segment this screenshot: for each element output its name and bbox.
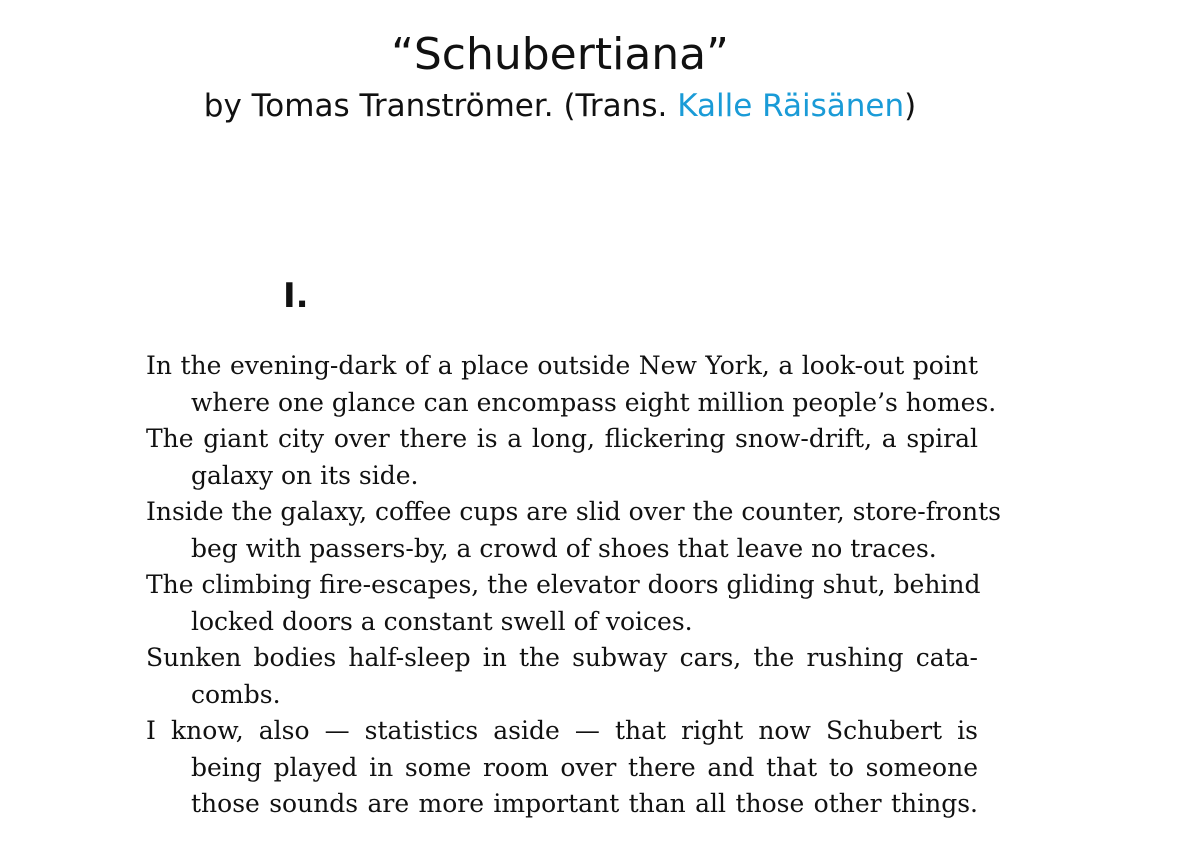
poem-line-text: I know, also — statistics aside — that right now Schubert is [146, 716, 978, 745]
poem-line [146, 421, 978, 494]
byline-suffix: ) [904, 88, 917, 124]
poem-line-text: The giant city over there is a long, flickering snow-drift, a spiral [146, 424, 978, 453]
poem-line-text: The climbing fire-escapes, the elevator doors gliding shut, behind [146, 570, 981, 599]
poem-line-continuation: those sounds are more important than all those other things. [191, 789, 978, 818]
poem-line-continuation: galaxy on its side. [191, 460, 419, 490]
poem-line-continuation: beg with passers-by, a crowd of shoes that leave no traces. [191, 533, 937, 563]
byline [0, 82, 1120, 130]
poem-line [146, 567, 981, 640]
poem-line-continuation: locked doors a constant swell of voices. [191, 606, 693, 636]
poem-line [146, 494, 1001, 567]
poem-line-continuation: being played in some room over there and that to someone [191, 752, 978, 782]
translator-link[interactable]: Kalle Räisänen [677, 88, 905, 124]
poem-body [146, 348, 1001, 823]
poem-line-text: Inside the galaxy, coffee cups are slid over the counter, store-fronts [146, 497, 1001, 526]
poem-line-continuation: combs. [191, 679, 281, 709]
poem-line-continuation: where one glance can encompass eight million people’s homes. [191, 387, 997, 417]
poem-line [146, 640, 978, 713]
section-number: I. [283, 276, 309, 316]
poem-line [146, 348, 997, 421]
poem-line [146, 713, 978, 823]
poem-line-text: In the evening-dark of a place outside New York, a look-out point [146, 351, 978, 380]
byline-prefix: by Tomas Tranströmer. (Trans. [203, 88, 678, 124]
poem-title: “Schubertiana” [391, 29, 729, 80]
poem-line-text: Sunken bodies half-sleep in the subway cars, the rushing cata- [146, 643, 978, 672]
